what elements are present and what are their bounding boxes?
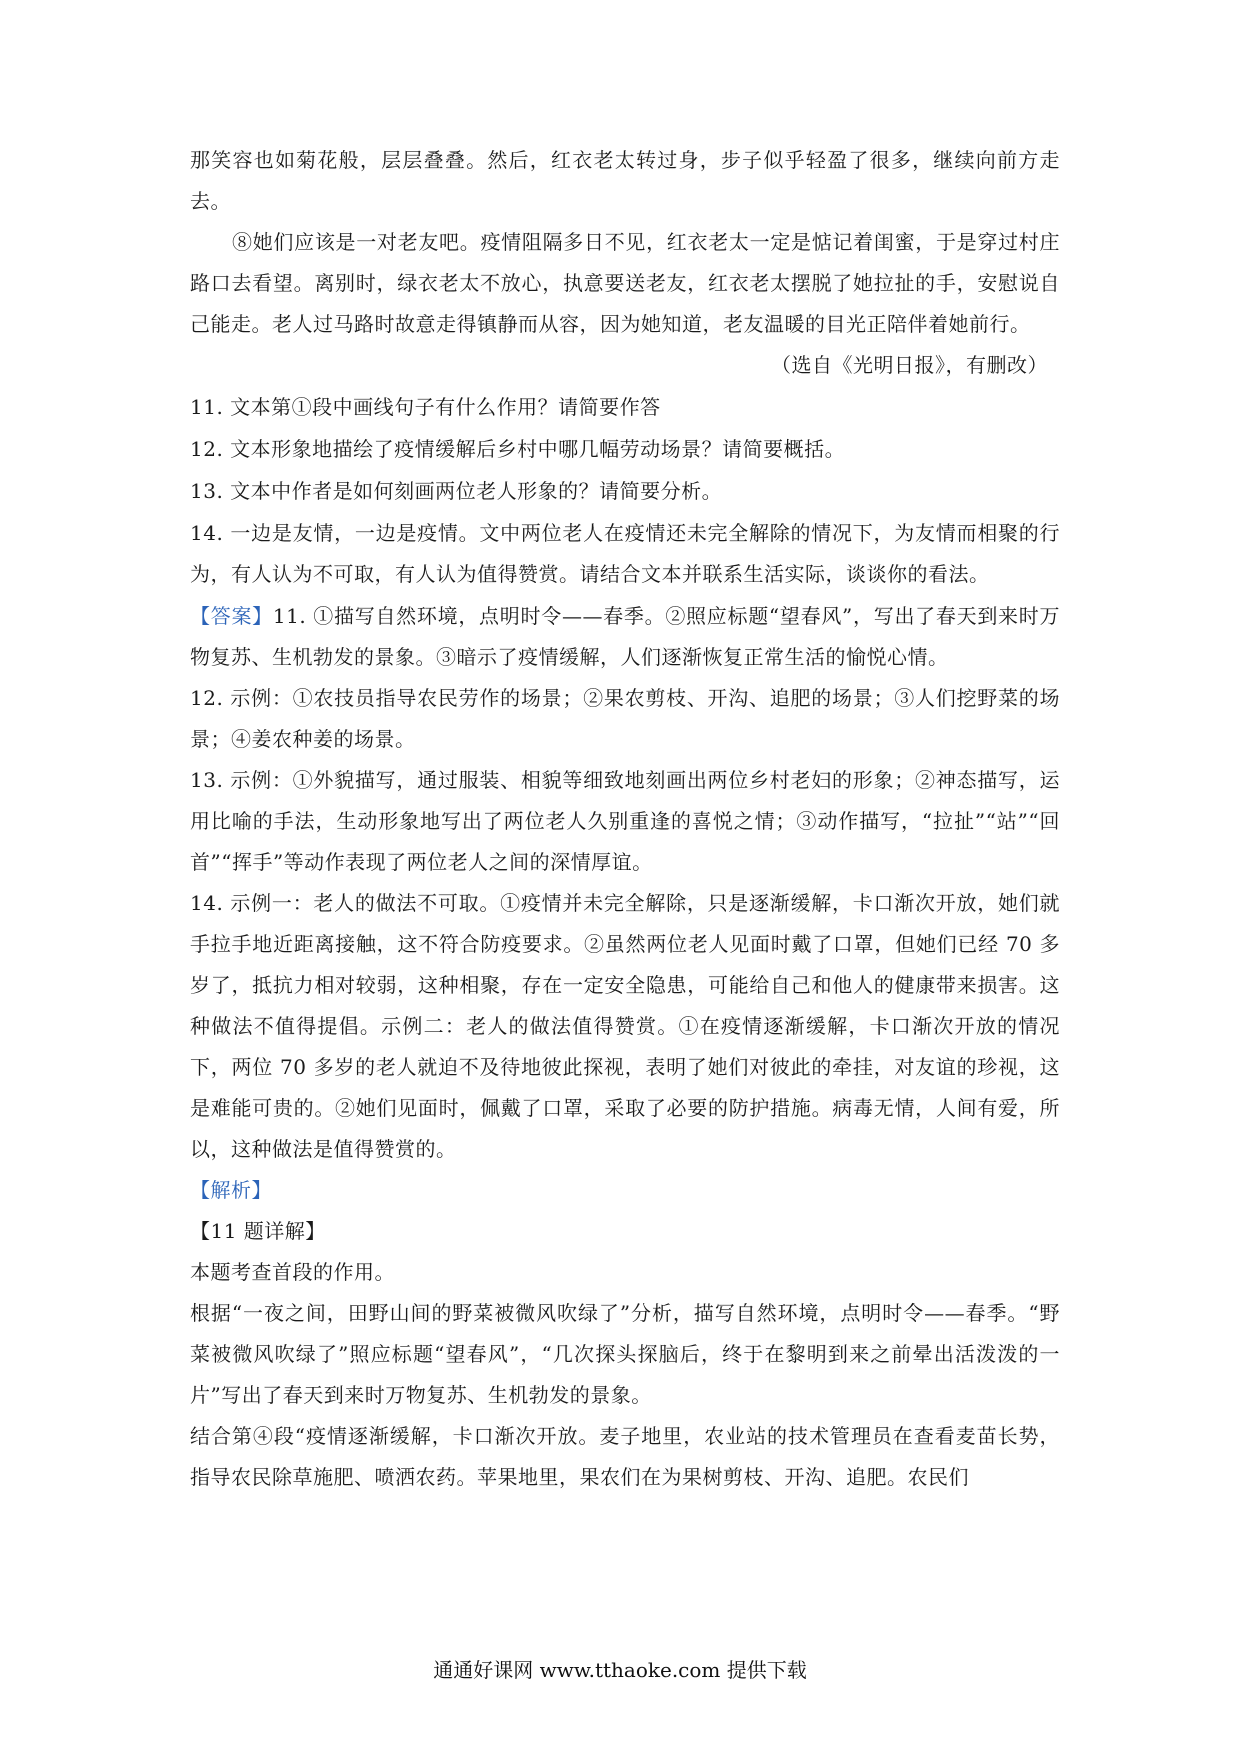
analysis-subheading: 【11 题详解】 [190,1219,326,1243]
question-12: 12. 文本形象地描绘了疫情缓解后乡村中哪几幅劳动场景？请简要概括。 [190,437,846,461]
answer-label: 【答案】 [190,604,273,628]
question-14: 14. 一边是友情，一边是疫情。文中两位老人在疫情还未完全解除的情况下，为友情而相聚的行为，有人认为不可取，有人认为值得赞赏。请结合文本并联系生活实际，谈谈你的看法。 [190,521,1060,586]
answer-13: 13. 示例：①外貌描写，通过服装、相貌等细致地刻画出两位乡村老妇的形象；②神态描写，运用比喻的手法，生动形象地写出了两位老人久别重逢的喜悦之情；③动作描写，“拉扯”“站”“回首”“挥手”等动作表现了两位老人之间的深情厚谊。 [190,768,1060,874]
question-11: 11. 文本第①段中画线句子有什么作用？请简要作答 [190,395,661,419]
question-13: 13. 文本中作者是如何刻画两位老人形象的？请简要分析。 [190,479,723,503]
passage-paragraph: 那笑容也如菊花般，层层叠叠。然后，红衣老太转过身，步子似乎轻盈了很多，继续向前方走去。 [190,148,1060,213]
answer-14: 14. 示例一：老人的做法不可取。①疫情并未完全解除，只是逐渐缓解，卡口渐次开放，她们就手拉手地近距离接触，这不符合防疫要求。②虽然两位老人见面时戴了口罩，但她们已经 70 多岁了，抵抗力相对较弱，这种相聚，存在一定安全隐患，可能给自己和他人的健康带来损害。这种做法不值得提倡。示例二：老人的做法值得赞赏。①在疫情逐渐缓解，卡口渐次开放的情况下，两位 70 多岁的老人就迫不及待地彼此探视，表明了她们对彼此的牵挂，对友谊的珍视，这是难能可贵的。②她们见面时，佩戴了口罩，采取了必要的防护措施。病毒无情，人间有爱，所以，这种做法是值得赞赏的。 [190,891,1060,1161]
source-citation: （选自《光明日报》，有删改） [771,353,1048,377]
page-footer: 通通好课网 www.tthaoke.com 提供下载 [433,1658,807,1682]
analysis-label: 【解析】 [190,1178,272,1202]
analysis-line: 根据“一夜之间，田野山间的野菜被微风吹绿了”分析，描写自然环境，点明时令——春季。“野菜被微风吹绿了”照应标题“望春风”，“几次探头探脑后，终于在黎明到来之前晕出活泼泼的一片”写出了春天到来时万物复苏、生机勃发的景象。 [190,1301,1060,1407]
answer-11 [190,596,1060,678]
analysis-line: 结合第④段“疫情逐渐缓解，卡口渐次开放。麦子地里，农业站的技术管理员在查看麦苗长势，指导农民除草施肥、喷洒农药。苹果地里，果农们在为果树剪枝、开沟、追肥。农民们 [190,1424,1060,1489]
answer-11-text: 11. ①描写自然环境，点明时令——春季。②照应标题“望春风”，写出了春天到来时万物复苏、生机勃发的景象。③暗示了疫情缓解，人们逐渐恢复正常生活的愉悦心情。 [190,604,1060,669]
page-content [190,140,1060,1498]
passage-paragraph-8: ⑧她们应该是一对老友吧。疫情阻隔多日不见，红衣老太一定是惦记着闺蜜，于是穿过村庄路口去看望。离别时，绿衣老太不放心，执意要送老友，红衣老太摆脱了她拉扯的手，安慰说自己能走。老人过马路时故意走得镇静而从容，因为她知道，老友温暖的目光正陪伴着她前行。 [190,230,1060,336]
analysis-line: 本题考查首段的作用。 [190,1260,395,1284]
answer-12: 12. 示例：①农技员指导农民劳作的场景；②果农剪枝、开沟、追肥的场景；③人们挖野菜的场景；④姜农种姜的场景。 [190,686,1060,751]
